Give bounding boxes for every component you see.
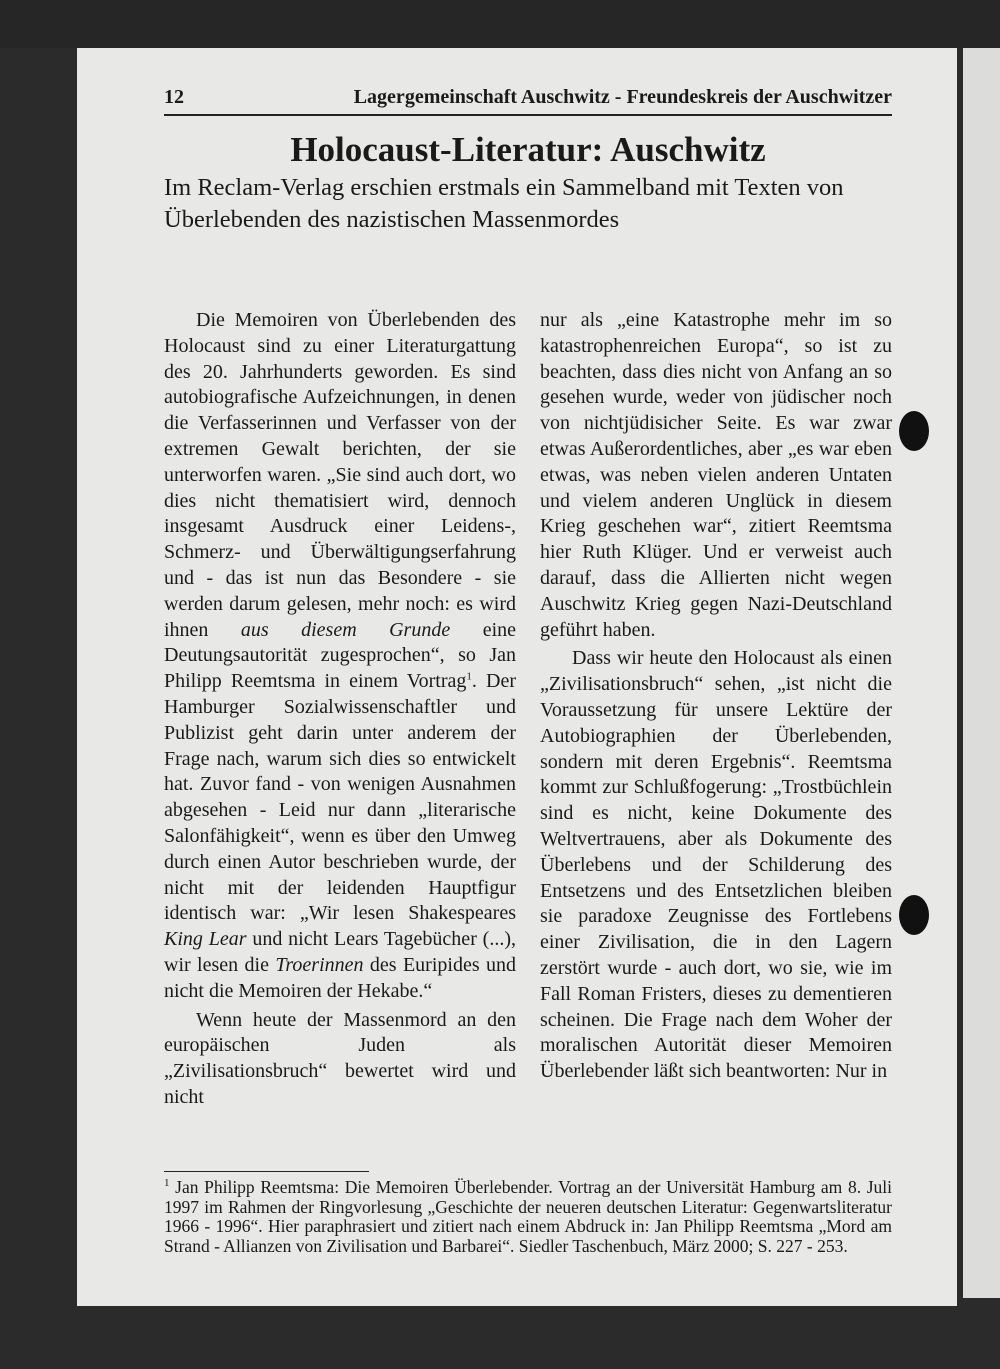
paragraph: Dass wir heute den Holocaust als einen „Zivilisationsbruch“ sehen, „ist nicht die Voraussetzung für unsere Lektüre der Autobiographien der Überlebenden, sondern mit deren Ergebnis“. Reemtsma kommt zur Schlußfogerung: „Trostbüchlein sind es nicht, keine Dokumente des Weltvertrauens, aber als Dokumente des Überlebens und der Schilderung des Entsetzens und des Entsetzlichen bleiben sie paradoxe Zeugnisse des Fortlebens einer Zivilisation, die in den Lagern zerstört wurde - auch dort, wo sie, wie im Fall Roman Fristers, dieses zu dementieren scheinen. Die Frage nach dem Woher der moralischen Autorität dieser Memoiren Überlebender läßt sich beantworten: Nur in	[540, 647, 892, 1083]
punch-hole-icon	[899, 411, 929, 451]
running-header	[164, 86, 892, 116]
footnote-marker: 1	[164, 1177, 170, 1190]
paragraph: Die Memoiren von Überlebenden des Holocaust sind zu einer Literaturgattung des 20. Jahrhunderts geworden. Es sind autobiografische Aufzeichnungen, in denen die Verfasserinnen und Verfasser von der extremen Gewalt berichten, der sie unterworfen waren. „Sie sind auch dort, wo dies nicht thematisiert wird, dennoch insgesamt Ausdruck einer Leidens-, Schmerz- und Überwältigungserfahrung und - das ist nun das Besondere - sie werden darum gelesen, mehr noch: es wird ihnen aus diesem Grunde eine Deutungsautorität zugesprochen“, so Jan Philipp Reemtsma in einem Vortrag$^1$. Der Hamburger Sozialwissenschaftler und Publizist geht darin unter anderem der Frage nach, warum sich dies so entwickelt hat. Zuvor fand - von wenigen Ausnahmen abgesehen - Leid nur dann „literarische Salonfähigkeit“, wenn es über den Umweg durch einen Autor beschrieben wurde, der nicht mit der leidenden Hauptfigur identisch war: „Wir lesen Shakespeares King Lear und nicht Lears Tagebücher (...), wir lesen die Troerinnen des Euripides und nicht die Memoiren der Hekabe.“	[164, 309, 516, 1002]
paragraph: nur als „eine Katastrophe mehr im so katastrophenreichen Europa“, so ist zu beachten, dass dies nicht von Anfang an so gesehen wurde, weder von jüdischer noch von nichtjüdisicher Seite. Es war zwar etwas Außerordentliches, aber „es war eben etwas, was neben vielen anderen Untaten und vielem anderen Unglück in diesem Krieg geschehen war“, zitiert Reemtsma hier Ruth Klüger. Und er verweist auch darauf, dass die Allierten nicht wegen Auschwitz Krieg gegen Nazi-Deutschland geführt haben.	[540, 309, 892, 641]
article-subtitle: Im Reclam-Verlag erschien erstmals ein Sammelband mit Texten von Überlebenden des nazistischen Massenmordes	[164, 174, 844, 233]
footnote-divider	[164, 1171, 369, 1172]
footnote-reference: 1	[466, 670, 472, 683]
article-body	[164, 308, 892, 1111]
footnote-text: Jan Philipp Reemtsma: Die Memoiren Überlebender. Vortrag an der Universität Hamburg am 8. Juli 1997 im Rahmen der Ringvorlesung „Geschichte der neueren deutschen Literatur: Gegenwartsliteratur 1966 - 1996“. Hier paraphrasiert und zitiert nach einem Abdruck in: Jan Philipp Reemtsma „Mord am Strand - Allianzen von Zivilisation und Barbarei“. Siedler Taschenbuch, März 2000; S. 227 - 253.	[164, 1177, 892, 1256]
running-title: Lagergemeinschaft Auschwitz - Freundeskreis der Auschwitzer	[353, 86, 892, 108]
column-left	[164, 308, 516, 1111]
column-right	[540, 308, 892, 1111]
page-content	[164, 86, 892, 1256]
punch-hole-icon	[899, 895, 929, 935]
document-page	[77, 48, 957, 1306]
page-number: 12	[164, 86, 184, 108]
footnote	[164, 1178, 892, 1256]
scanner-background	[0, 0, 1000, 48]
paragraph: Wenn heute der Massenmord an den europäischen Juden als „Zivilisationsbruch“ bewertet wird und nicht	[164, 1008, 516, 1108]
next-page-edge	[963, 48, 1000, 1298]
article-title: Holocaust-Literatur: Auschwitz	[290, 130, 766, 169]
